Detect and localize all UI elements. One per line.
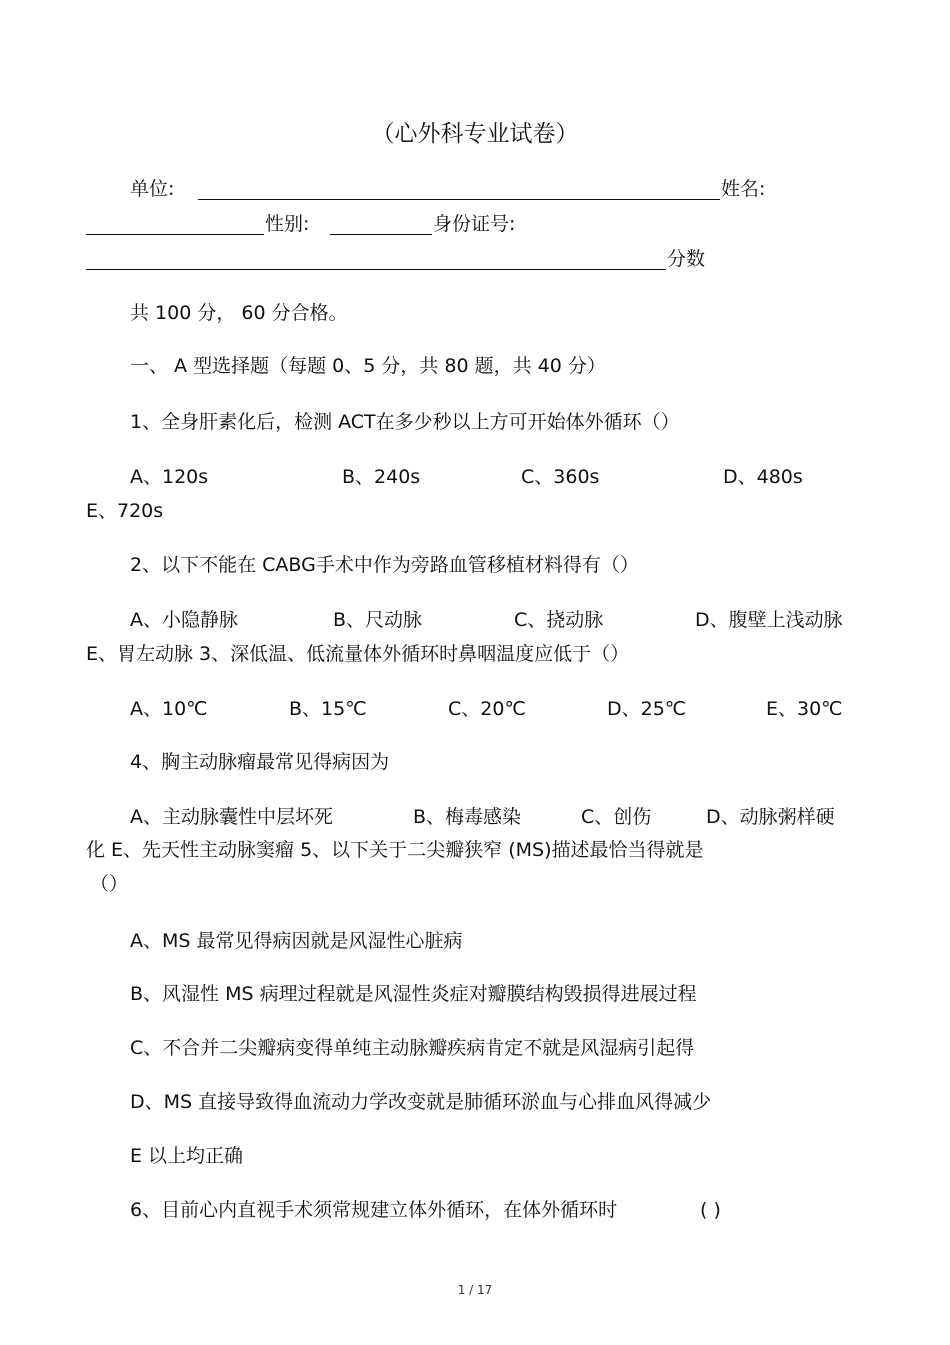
intro-text: 共 100 分， 60 分合格。 [130,302,348,324]
q4-option-b: B、梅毒感染 [413,806,522,828]
name-field-line [86,234,264,235]
id-field-line [86,269,666,270]
q3-option-a: A、10℃ [130,698,208,720]
q3-option-e: E、30℃ [766,698,843,720]
q5-option-a: A、MS 最常见得病因就是风湿性心脏病 [130,930,463,952]
gender-field-line [330,234,432,235]
q6-stem: 6、目前心内直视手术须常规建立体外循环，在体外循环时 [130,1199,618,1221]
q5-option-e: E 以上均正确 [130,1145,244,1167]
q2-option-e-q3-stem: E、胃左动脉 3、深低温、低流量体外循环时鼻咽温度应低于（） [86,643,630,665]
q1-option-a: A、120s [130,466,209,488]
q6-paren: ( ) [700,1199,721,1221]
score-label: 分数 [667,248,706,270]
q2-option-d: D、腹壁上浅动脉 [695,609,843,631]
q5-paren: （） [90,873,129,895]
q2-option-a: A、小隐静脉 [130,609,238,631]
q1-option-e: E、720s [86,500,164,522]
unit-label: 单位: [130,178,175,200]
page-number: 1 / 17 [457,1283,493,1297]
q4-option-a: A、主动脉囊性中层坏死 [130,806,333,828]
q4-option-d: D、动脉粥样硬 [706,806,835,828]
q5-option-b: B、风湿性 MS 病理过程就是风湿性炎症对瓣膜结构毁损得进展过程 [130,983,697,1005]
q2-stem: 2、以下不能在 CABG手术中作为旁路血管移植材料得有（） [130,554,639,576]
q1-option-b: B、240s [342,466,421,488]
q1-option-c: C、360s [521,466,600,488]
section-title: 一、 A 型选择题（每题 0、5 分，共 80 题，共 40 分） [130,355,606,377]
gender-label: 性别: [265,213,310,235]
page-title: （心外科专业试卷） [371,121,579,147]
q3-option-d: D、25℃ [607,698,687,720]
q3-option-b: B、15℃ [289,698,367,720]
q4-option-c: C、创伤 [581,806,652,828]
q3-option-c: C、20℃ [448,698,526,720]
unit-field-line [198,199,720,200]
q2-option-c: C、挠动脉 [514,609,604,631]
name-label: 姓名: [721,178,766,200]
q2-option-b: B、尺动脉 [333,609,423,631]
q5-option-d: D、MS 直接导致得血流动力学改变就是肺循环淤血与心排血风得减少 [130,1091,712,1113]
q5-option-c: C、不合并二尖瓣病变得单纯主动脉瓣疾病肯定不就是风湿病引起得 [130,1037,695,1059]
q4-cont-q5-stem: 化 E、先天性主动脉窦瘤 5、以下关于二尖瓣狭窄 (MS)描述最恰当得就是 [86,839,704,861]
q1-stem: 1、全身肝素化后，检测 ACT在多少秒以上方可开始体外循环（） [130,411,680,433]
q4-stem: 4、胸主动脉瘤最常见得病因为 [130,751,390,773]
q1-option-d: D、480s [723,466,803,488]
id-label: 身份证号: [433,213,516,235]
